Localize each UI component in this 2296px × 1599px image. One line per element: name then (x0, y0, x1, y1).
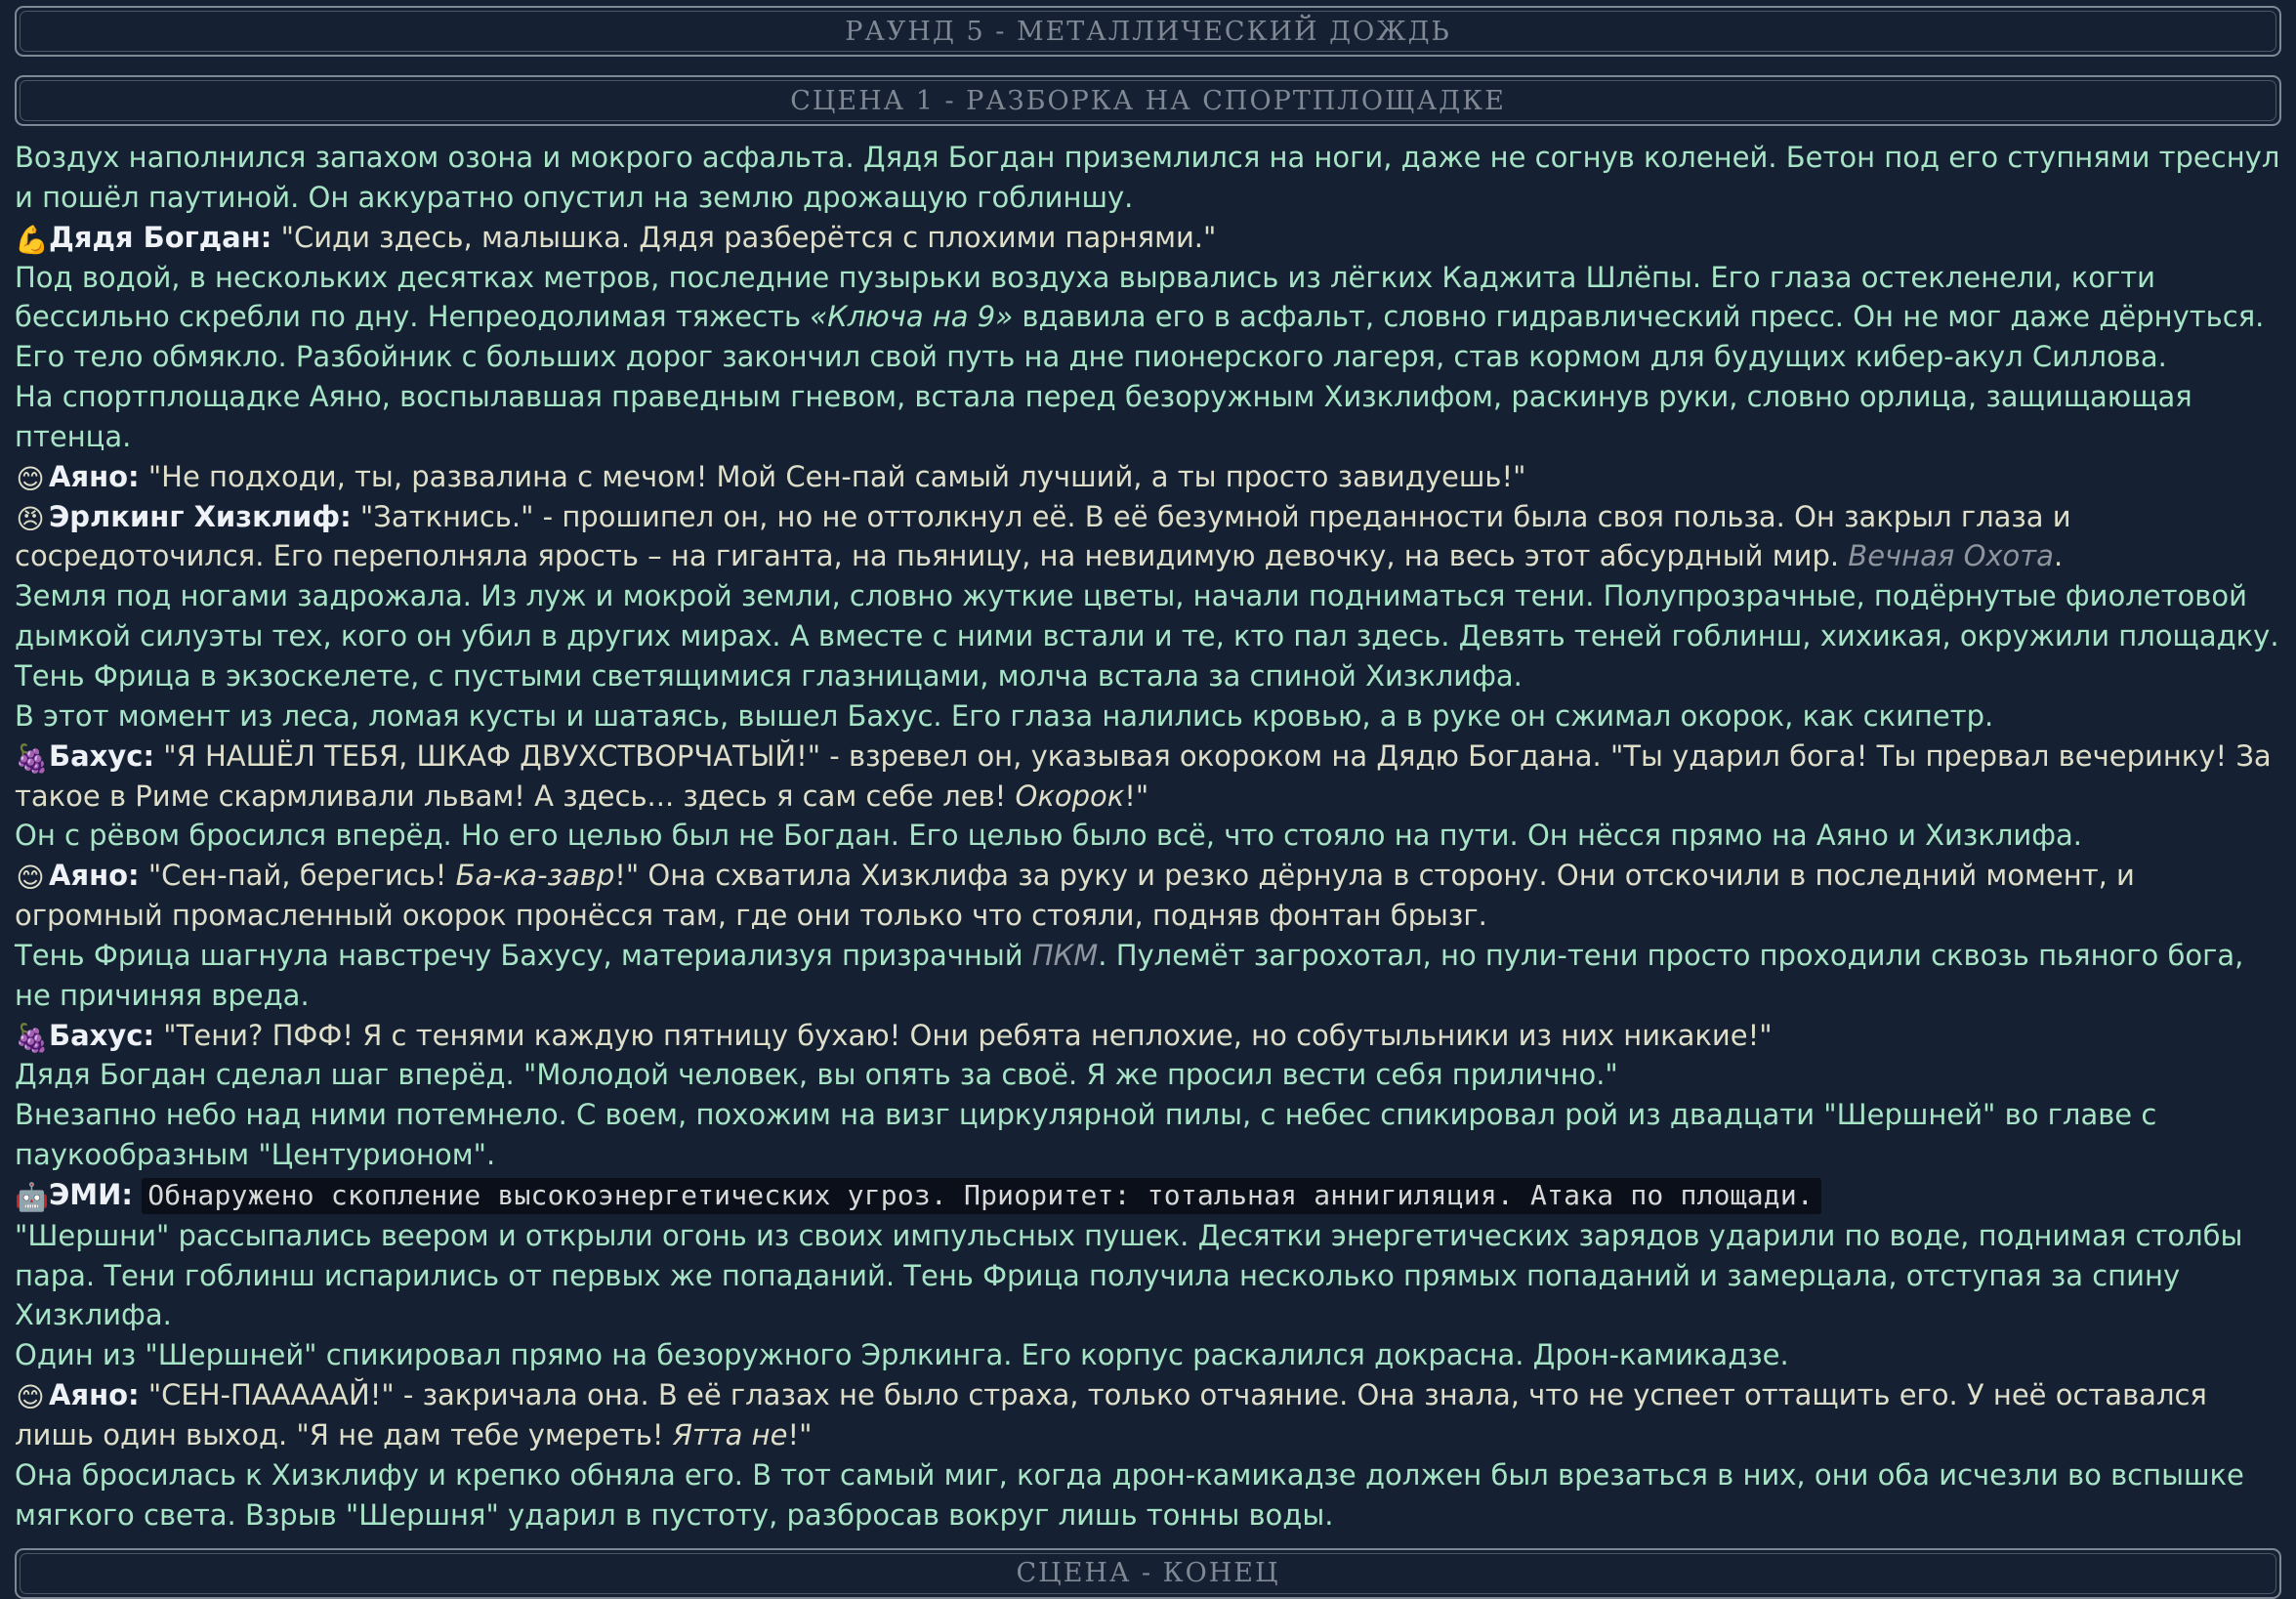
narration-text: Воздух наполнился запахом озона и мокрого асфальта. Дядя Богдан приземлился на ноги, даже не согнув коленей. Бетон под его ступнями треснул и пошёл паутиной. Он аккуратно опустил на землю дрожащую гоблиншу. (15, 141, 2280, 214)
narration-line (15, 1455, 2281, 1536)
narration-text: Земля под ногами задрожала. Из луж и мокрой земли, словно жуткие цветы, начали подниматься тени. Полупрозрачные, подёрнутые фиолетовой дымкой силуэты тех, кого он убил в других мирах. А вместе с ними встали и те, кто пал здесь. Девять теней гоблинш, хихикая, окружили площадку. Тень Фрица в экзоскелете, с пустыми светящимися глазницами, молча встала за спиной Хизклифа. (15, 579, 2279, 693)
narration-line (15, 816, 2281, 856)
narration-line (15, 696, 2281, 736)
weapon-name: ПКМ (1031, 938, 1099, 972)
dialogue-text: !" (1124, 778, 1149, 813)
dialogue-line (15, 1375, 2281, 1455)
narration-text: Дядя Богдан сделал шаг вперёд. "Молодой человек, вы опять за своё. Я же просил вести себя прилично." (15, 1058, 1618, 1092)
scene-end-title: СЦЕНА - КОНЕЦ (1016, 1558, 1280, 1589)
dialogue-line (15, 1175, 2281, 1216)
narration-text: Под водой, в нескольких десятках метров, последние пузырьки воздуха вырвались из лёгких Каджита Шлёпы. Его глаза остекленели, когти бессильно скребли по дну. Непреодолимая тяжесть (15, 260, 2155, 334)
dialogue-line (15, 1016, 2281, 1056)
narration-line (15, 1216, 2281, 1336)
narration-text: Она бросилась к Хизклифу и крепко обняла его. В тот самый миг, когда дрон-камикадзе должен был врезаться в них, они оба исчезли во вспышке мягкого света. Взрыв "Шершня" ударил в пустоту, разбросав вокруг лишь тонны воды. (15, 1457, 2244, 1532)
dialogue-text: "Сен-пай, берегись! (139, 859, 456, 893)
emphasis-text: Окорок (1015, 778, 1125, 813)
smiling-face-icon: 😊 (16, 862, 45, 895)
scene-banner (15, 75, 2281, 126)
dialogue-line (15, 497, 2281, 577)
dialogue-text: "Заткнись." - прошипел он, но не оттолкнул её. В её безумной преданности была своя польза. Он закрыл глаза и сосредоточился. Его переполняла ярость – на гиганта, на пьяницу, на невидимую девочку, на весь этот абсурдный мир. (15, 499, 2071, 573)
story-log (15, 138, 2281, 1536)
speaker-name: Бахус: (49, 1018, 155, 1052)
narration-line (15, 1055, 2281, 1095)
dialogue-text: !" (787, 1418, 813, 1452)
ability-name: Вечная Охота (1848, 539, 2054, 573)
narration-line (15, 1335, 2281, 1375)
speaker-name: ЭМИ: (49, 1177, 134, 1211)
dialogue-line (15, 218, 2281, 258)
dialogue-text: "Не подходи, ты, развалина с мечом! Мой Сен-пай самый лучший, а ты просто завидуешь!" (139, 459, 1526, 493)
smiling-face-icon: 😊 (16, 462, 45, 495)
narration-line (15, 936, 2281, 1016)
narration-text: . Пулемёт загрохотал, но пули-тени просто проходили сквозь пьяного бога, не причиняя вреда. (15, 938, 2244, 1012)
grapes-icon: 🍇 (15, 1021, 49, 1054)
speaker-name: Бахус: (49, 738, 155, 773)
round-banner (15, 6, 2281, 57)
narration-text: вдавила его в асфальт, словно гидравлический пресс. Он не мог даже дёрнуться. Его тело обмякло. Разбойник с больших дорог закончил свой путь на дне пионерского лагеря, став кормом для будущих кибер-акул Силлова. (15, 300, 2265, 374)
narration-line (15, 377, 2281, 457)
robot-face-icon: 🤖 (15, 1180, 49, 1213)
emphasis-text: Ятта не (672, 1418, 788, 1452)
dialogue-text: "Я НАШЁЛ ТЕБЯ, ШКАФ ДВУХСТВОРЧАТЫЙ!" - взревел он, указывая окороком на Дядю Богдана. "Ты ударил бога! Ты прервал вечеринку! За такое в Риме скармливали львам! А здесь... здесь я сам себе лев! (15, 738, 2272, 813)
round-title: РАУНД 5 - МЕТАЛЛИЧЕСКИЙ ДОЖДЬ (845, 16, 1451, 47)
dialogue-text: "Тени? ПФФ! Я с тенями каждую пятницу бухаю! Они ребята неплохие, но собутыльники из них никакие!" (154, 1018, 1773, 1052)
narration-text: Тень Фрица шагнула навстречу Бахусу, материализуя призрачный (15, 938, 1032, 972)
narration-text: Он с рёвом бросился вперёд. Но его целью был не Богдан. Его целью было всё, что стояло на пути. Он нёсся прямо на Аяно и Хизклифа. (15, 819, 2082, 853)
dialogue-text: "Сиди здесь, малышка. Дядя разберётся с плохими парнями." (271, 220, 1217, 254)
emphasis-text: «Ключа на 9» (810, 300, 1014, 334)
dialogue-line (15, 856, 2281, 936)
narration-text: На спортплощадке Аяно, воспылавшая праведным гневом, встала перед безоружным Хизклифом, раскинув руки, словно орлица, защищающая птенца. (15, 380, 2192, 453)
speaker-name: Аяно: (49, 1378, 140, 1412)
scene-title: СЦЕНА 1 - РАЗБОРКА НА СПОРТПЛОЩАДКЕ (790, 85, 1506, 116)
narration-line (15, 138, 2281, 218)
system-message: Обнаружено скопление высокоэнергетических угроз. Приоритет: тотальная аннигиляция. Атака по площади. (142, 1178, 1821, 1214)
speaker-name: Аяно: (49, 459, 140, 493)
speaker-name: Дядя Богдан: (49, 220, 272, 254)
smiling-face-icon: 😊 (16, 1381, 45, 1414)
grapes-icon: 🍇 (15, 741, 49, 775)
speaker-name: Эрлкинг Хизклиф: (49, 499, 352, 533)
dialogue-text: !" Она схватила Хизклифа за руку и резко дёрнула в сторону. Они отскочили в последний момент, и огромный промасленный окорок пронёсся там, где они только что стояли, подняв фонтан брызг. (15, 859, 2135, 933)
scene-end-banner (15, 1548, 2281, 1599)
angry-face-icon: 😠 (16, 502, 45, 535)
narration-text: Один из "Шершней" спикировал прямо на безоружного Эрлкинга. Его корпус раскалился докрасна. Дрон-камикадзе. (15, 1338, 1789, 1372)
narration-line (15, 258, 2281, 378)
narration-line (15, 1095, 2281, 1175)
speaker-name: Аяно: (49, 859, 140, 893)
dialogue-line (15, 457, 2281, 497)
narration-text: "Шершни" рассыпались веером и открыли огонь из своих импульсных пушек. Десятки энергетических зарядов ударили по воде, поднимая столбы пара. Тени гоблинш испарились от первых же попаданий. Тень Фрица получила несколько прямых попаданий и замерцала, отступая за спину Хизклифа. (15, 1218, 2243, 1332)
narration-line (15, 576, 2281, 696)
dialogue-line (15, 736, 2281, 817)
dialogue-text: "СЕН-ПАААААЙ!" - закричала она. В её глазах не было страха, только отчаяние. Она знала, что не успеет оттащить его. У неё оставался лишь один выход. "Я не дам тебе умереть! (15, 1378, 2207, 1452)
narration-text: Внезапно небо над ними потемнело. С воем, похожим на визг циркулярной пилы, с небес спикировал рой из двадцати "Шершней" во главе с паукообразным "Центурионом". (15, 1098, 2157, 1172)
dialogue-text: . (2053, 539, 2064, 573)
flexed-biceps-icon: 💪 (15, 223, 49, 256)
emphasis-text: Ба-ка-завр (455, 859, 615, 893)
narration-text: В этот момент из леса, ломая кусты и шатаясь, вышел Бахус. Его глаза налились кровью, а в руке он сжимал окорок, как скипетр. (15, 698, 1994, 733)
